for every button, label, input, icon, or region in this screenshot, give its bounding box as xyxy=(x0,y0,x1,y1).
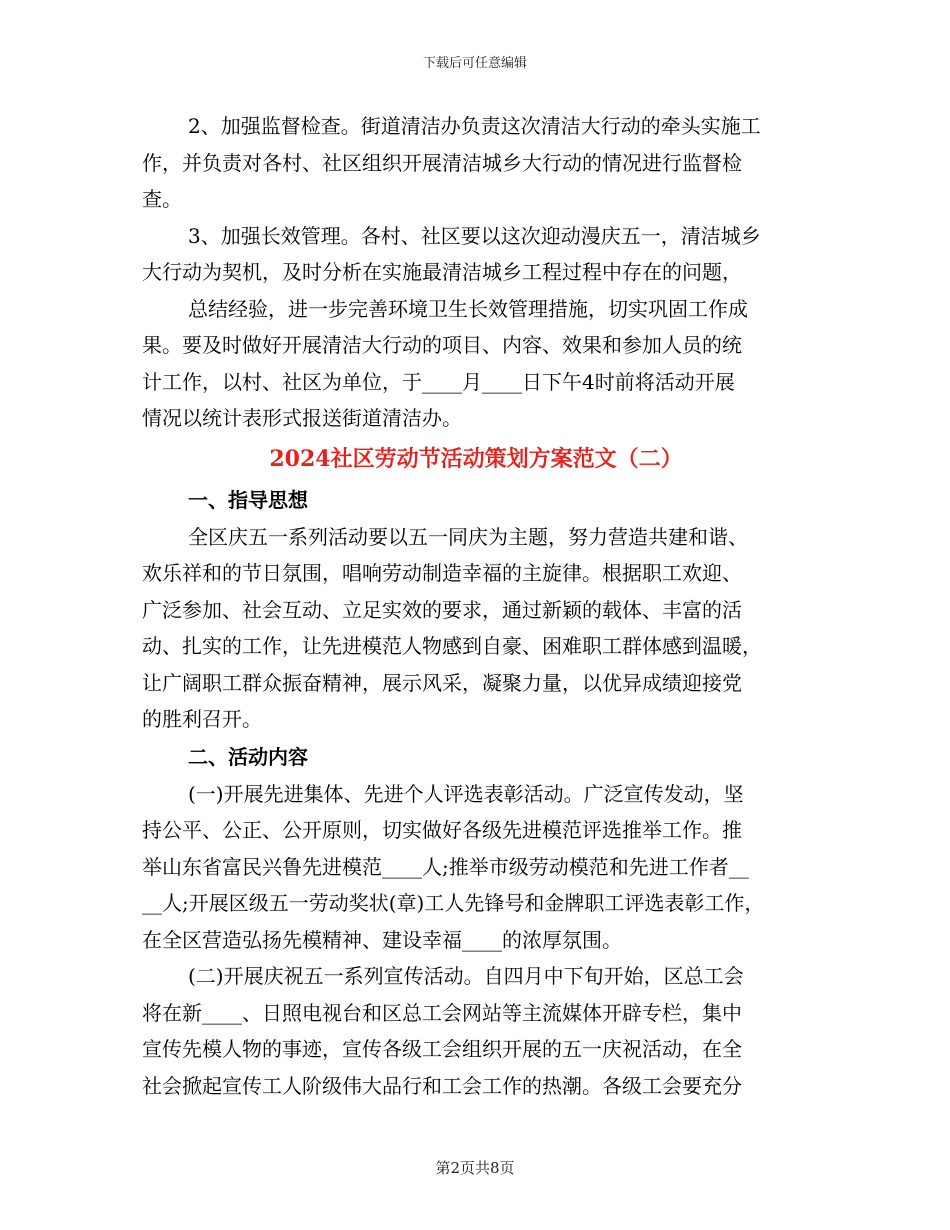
paragraph-line: __人;开展区级五一劳动奖状(章)工人先锋号和金牌职工评选表彰工作， xyxy=(142,891,765,915)
paragraph-line: 计工作，以村、社区为单位，于____月____日下午4时前将活动开展 xyxy=(142,369,735,394)
paragraph-line: 情况以统计表形式报送街道清洁办。 xyxy=(142,406,462,430)
section-title: 2024社区劳动节活动策划方案范文（二） xyxy=(269,445,683,472)
paragraph-line: 大行动为契机，及时分析在实施最清洁城乡工程过程中存在的问题， xyxy=(142,260,742,284)
paragraph-line: 果。要及时做好开展清洁大行动的项目、内容、效果和参加人员的统 xyxy=(142,333,742,357)
document-body xyxy=(142,108,810,1104)
paragraph xyxy=(142,291,810,437)
paragraph-line: 查。 xyxy=(142,187,182,211)
paragraph-line: 举山东省富民兴鲁先进模范____人;推举市级劳动模范和先进工作者__ xyxy=(142,854,749,879)
section-heading: 一、指导思想 xyxy=(188,487,308,512)
paragraph-line: 作，并负责对各村、社区组织开展清洁城乡大行动的情况进行监督检 xyxy=(142,150,742,175)
paragraph xyxy=(142,776,810,959)
paragraph-line: (二)开展庆祝五一系列宣传活动。自四月中下旬开始，区总工会 xyxy=(188,964,744,988)
paragraph-line: 的胜利召开。 xyxy=(142,707,262,731)
paragraph xyxy=(142,218,810,291)
paragraph xyxy=(142,519,810,738)
paragraph-line: 让广阔职工群众振奋精神，展示风采，凝聚力量，以优异成绩迎接党 xyxy=(142,670,742,695)
paragraph-line: 3、加强长效管理。各村、社区要以这次迎动漫庆五一，清洁城乡 xyxy=(188,223,761,248)
paragraph xyxy=(142,108,810,218)
section-heading: 二、活动内容 xyxy=(188,744,308,769)
page-footer: 第2页共8页 xyxy=(435,1159,515,1177)
paragraph-line: 持公平、公正、公开原则，切实做好各级先进模范评选推举工作。推 xyxy=(142,818,742,842)
paragraph-line: 在全区营造弘扬先模精神、建设幸福____的浓厚氛围。 xyxy=(142,927,622,952)
paragraph-line: 欢乐祥和的节日氛围，唱响劳动制造幸福的主旋律。根据职工欢迎、 xyxy=(142,561,742,585)
paragraph-line: 总结经验，进一步完善环境卫生长效管理措施，切实巩固工作成 xyxy=(188,296,748,321)
paragraph-line: 将在新____、日照电视台和区总工会网站等主流媒体开辟专栏，集中 xyxy=(142,1000,742,1025)
header-note: 下载后可任意编辑 xyxy=(422,56,527,71)
paragraph-line: 社会掀起宣传工人阶级伟大品行和工会工作的热潮。各级工会要充分 xyxy=(142,1073,742,1098)
paragraph xyxy=(142,958,810,1104)
paragraph-line: 动、扎实的工作，让先进模范人物感到自豪、困难职工群体感到温暖， xyxy=(142,634,762,658)
paragraph-line: (一)开展先进集体、先进个人评选表彰活动。广泛宣传发动，坚 xyxy=(188,781,744,806)
paragraph-line: 2、加强监督检查。街道清洁办负责这次清洁大行动的牵头实施工 xyxy=(188,114,761,138)
paragraph-line: 全区庆五一系列活动要以五一同庆为主题，努力营造共建和谐、 xyxy=(188,524,748,549)
paragraph-line: 宣传先模人物的事迹，宣传各级工会组织开展的五一庆祝活动，在全 xyxy=(142,1037,742,1061)
paragraph-line: 广泛参加、社会互动、立足实效的要求，通过新颖的载体、丰富的活 xyxy=(142,597,742,622)
